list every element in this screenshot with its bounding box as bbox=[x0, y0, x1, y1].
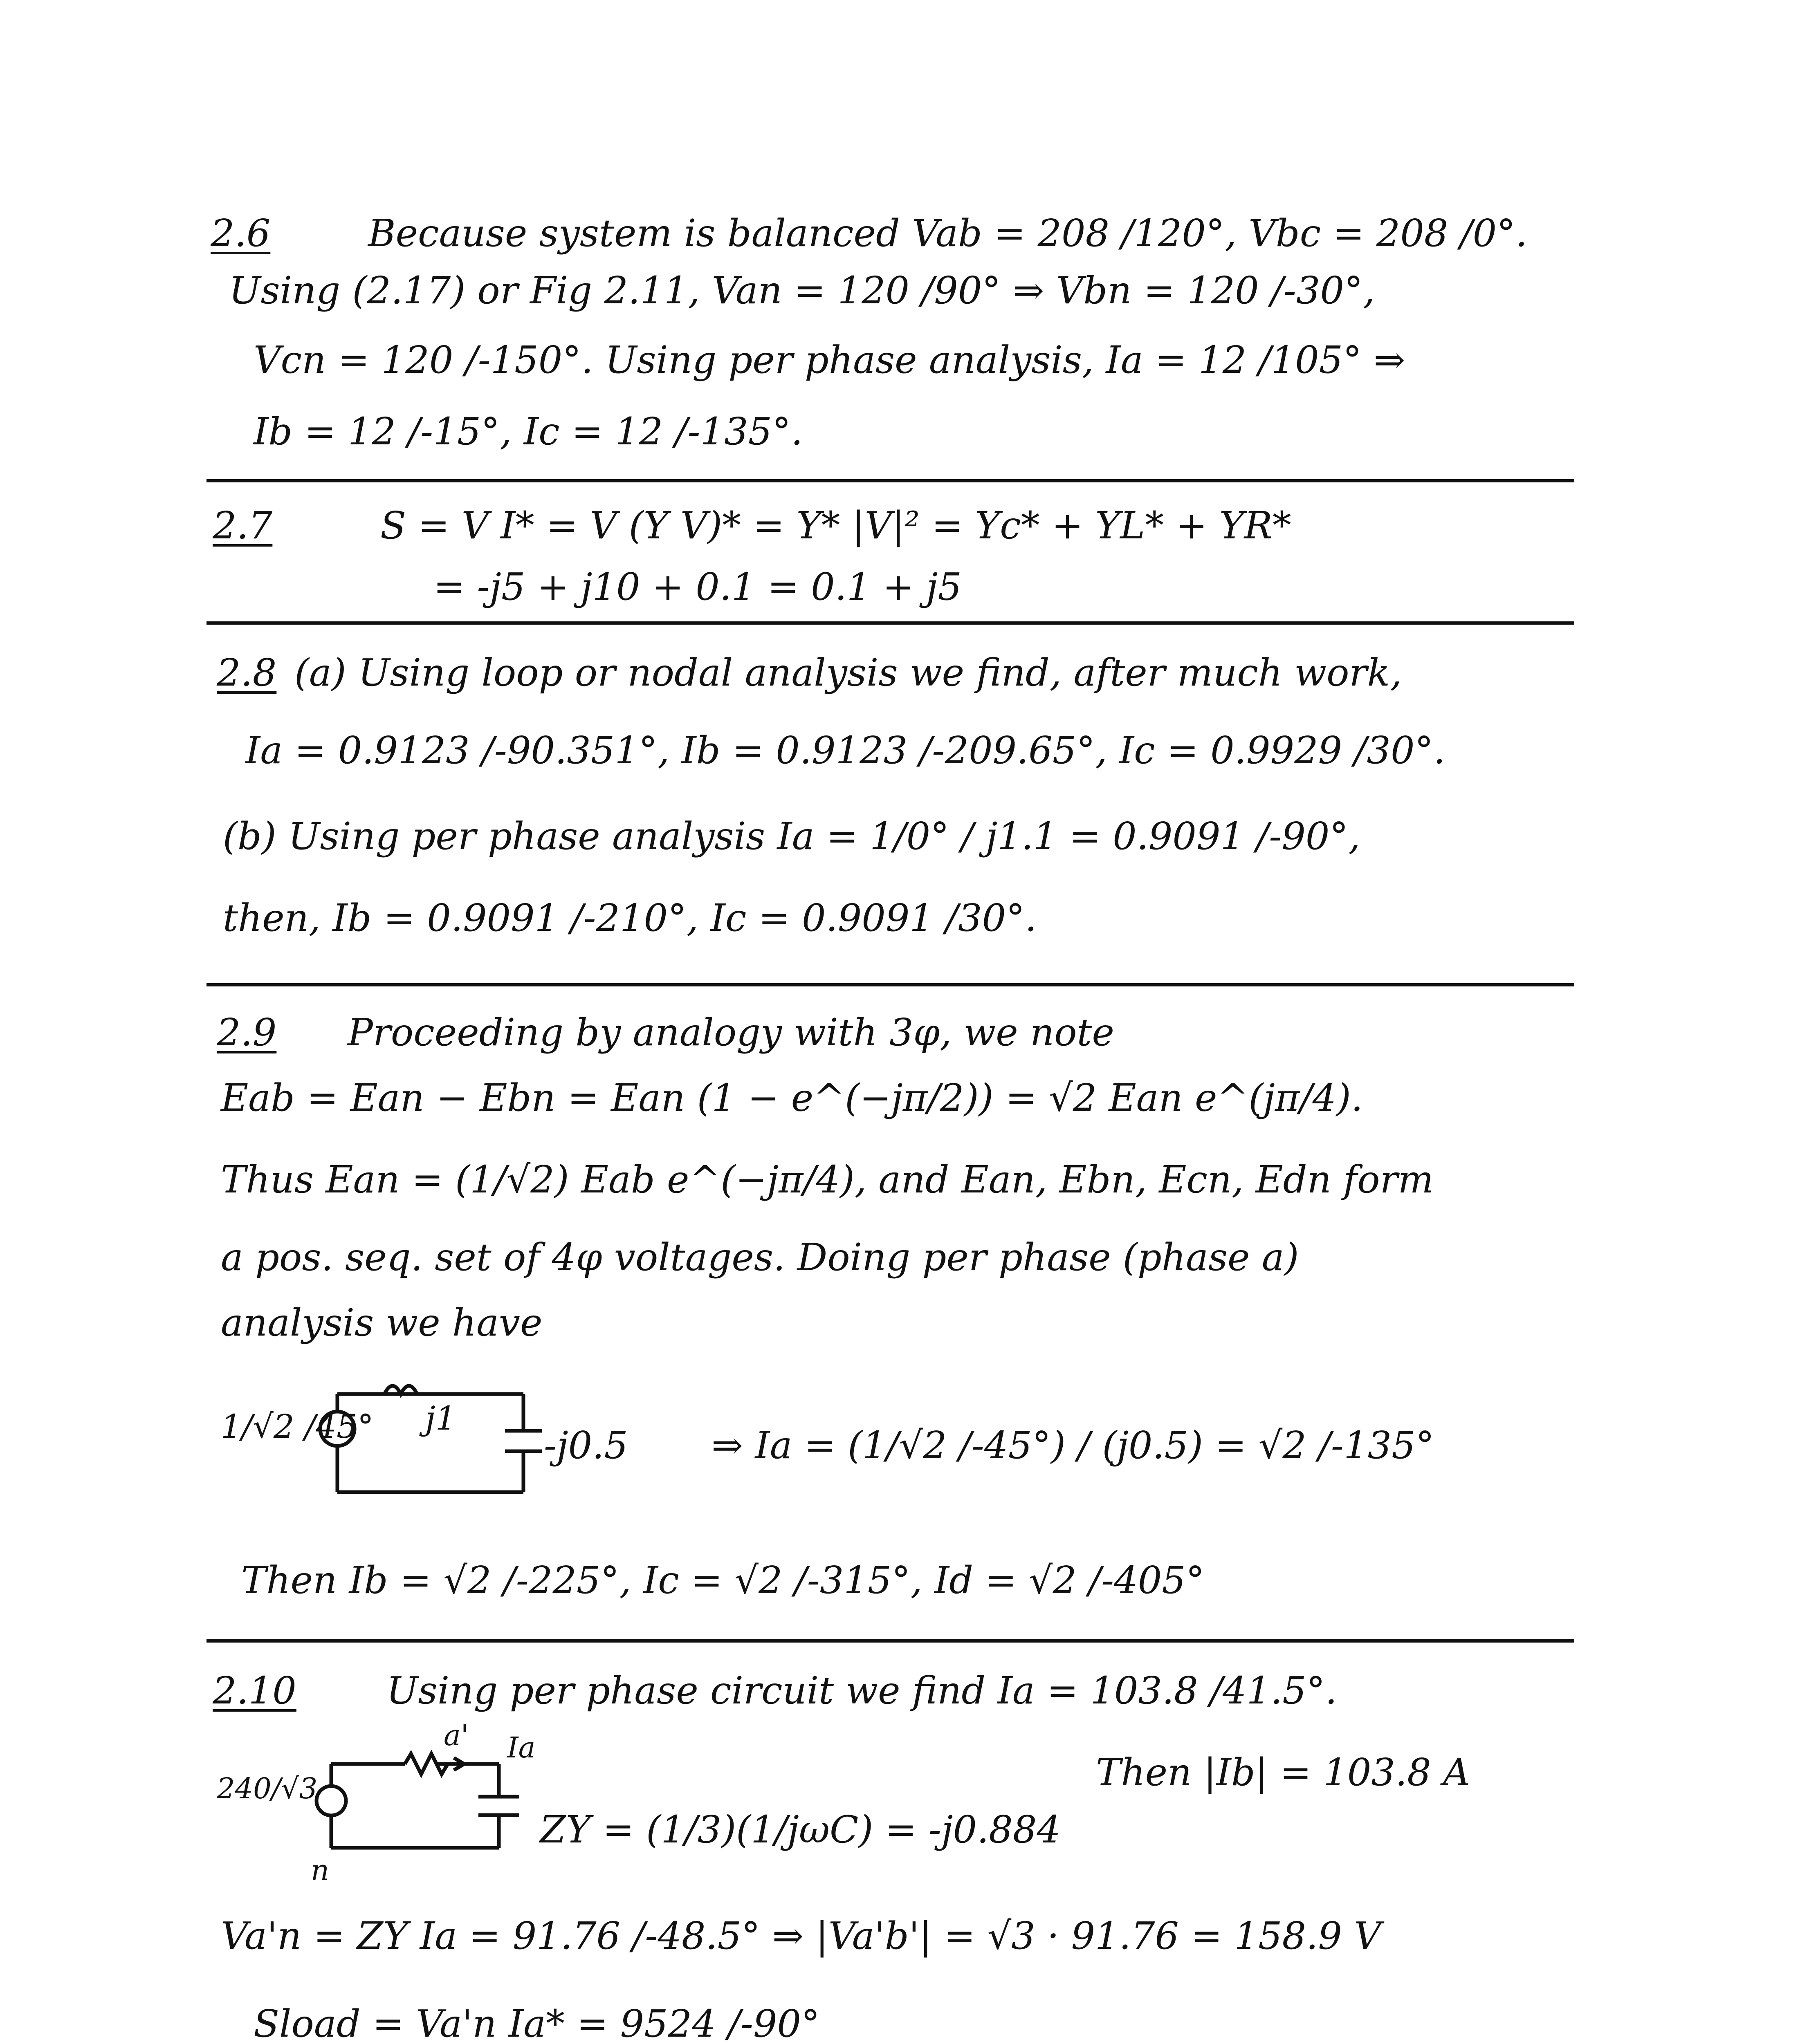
problem-2-6-label: 2.6 bbox=[211, 211, 271, 255]
problem-2-6-line-1: Because system is balanced Vab = 208 /120°, Vbc = 208 /0°. bbox=[368, 211, 1528, 255]
power-equation: Sload = Va'n Ia* = 9524 /-90° bbox=[254, 2002, 820, 2044]
circuit-current-label: Ia bbox=[507, 1731, 536, 1764]
problem-2-9-line-2: Eab = Ean − Ebn = Ean (1 − e^(−jπ/2)) = √2 Ean e^(jπ/4). bbox=[221, 1076, 1363, 1120]
problem-2-7-line-2: = -j5 + j10 + 0.1 = 0.1 + j5 bbox=[433, 565, 962, 609]
voltage-equation: Va'n = ZY Ia = 91.76 /-48.5° ⇒ |Va'b'| = √3 · 91.76 = 158.9 V bbox=[221, 1914, 1381, 1958]
circuit-inductor-label: j1 bbox=[425, 1399, 456, 1437]
problem-2-9-line-1: Proceeding by analogy with 3φ, we note bbox=[348, 1011, 1114, 1054]
divider bbox=[206, 983, 1574, 986]
problem-2-10-line-1: Using per phase circuit we find Ia = 103.8 /41.5°. bbox=[386, 1669, 1338, 1712]
problem-2-9-then: Then Ib = √2 /-225°, Ic = √2 /-315°, Id = √2 /-405° bbox=[241, 1558, 1205, 1602]
divider bbox=[206, 1639, 1574, 1643]
problem-2-8-line-2: Ia = 0.9123 /-90.351°, Ib = 0.9123 /-209.65°, Ic = 0.9929 /30°. bbox=[245, 728, 1445, 772]
problem-2-9-line-5: analysis we have bbox=[221, 1301, 543, 1345]
divider bbox=[206, 621, 1574, 625]
circuit-capacitor-label: -j0.5 bbox=[544, 1423, 628, 1467]
circuit-node-a-label: a' bbox=[444, 1719, 469, 1752]
problem-2-8-line-4: then, Ib = 0.9091 /-210°, Ic = 0.9091 /30°. bbox=[223, 896, 1037, 940]
problem-2-10-line-2: Then |Ib| = 103.8 A bbox=[1096, 1750, 1470, 1794]
impedance-equation: ZY = (1/3)(1/jωC) = -j0.884 bbox=[540, 1808, 1061, 1851]
circuit-node-n-label: n bbox=[311, 1853, 330, 1887]
problem-2-8-label: 2.8 bbox=[217, 651, 277, 695]
problem-2-9-label: 2.9 bbox=[217, 1011, 277, 1054]
problem-2-7-label: 2.7 bbox=[213, 504, 273, 547]
problem-2-8-line-3: (b) Using per phase analysis Ia = 1/0° / j1.1 = 0.9091 /-90°, bbox=[223, 814, 1360, 858]
divider bbox=[206, 479, 1574, 482]
problem-2-7-line-1: S = V I* = V (Y V)* = Y* |V|² = Yc* + YL* + YR* bbox=[380, 504, 1291, 547]
problem-2-6-line-3: Vcn = 120 /-150°. Using per phase analysis, Ia = 12 /105° ⇒ bbox=[254, 338, 1405, 382]
problem-2-6-line-2: Using (2.17) or Fig 2.11, Van = 120 /90° ⇒ Vbn = 120 /-30°, bbox=[229, 269, 1375, 312]
circuit-source-label: 240/√3 bbox=[217, 1772, 318, 1805]
problem-2-9-result: ⇒ Ia = (1/√2 /-45°) / (j0.5) = √2 /-135° bbox=[711, 1423, 1434, 1467]
problem-2-10-label: 2.10 bbox=[213, 1669, 296, 1712]
problem-2-9-line-4: a pos. seq. set of 4φ voltages. Doing per phase (phase a) bbox=[221, 1235, 1299, 1279]
problem-2-9-line-3: Thus Ean = (1/√2) Eab e^(−jπ/4), and Ean, Ebn, Ecn, Edn form bbox=[221, 1158, 1434, 1201]
problem-2-6-line-4: Ib = 12 /-15°, Ic = 12 /-135°. bbox=[254, 410, 803, 453]
circuit-source-label: 1/√2 /45° bbox=[221, 1407, 374, 1446]
problem-2-8-line-1: (a) Using loop or nodal analysis we find, after much work, bbox=[294, 651, 1402, 695]
